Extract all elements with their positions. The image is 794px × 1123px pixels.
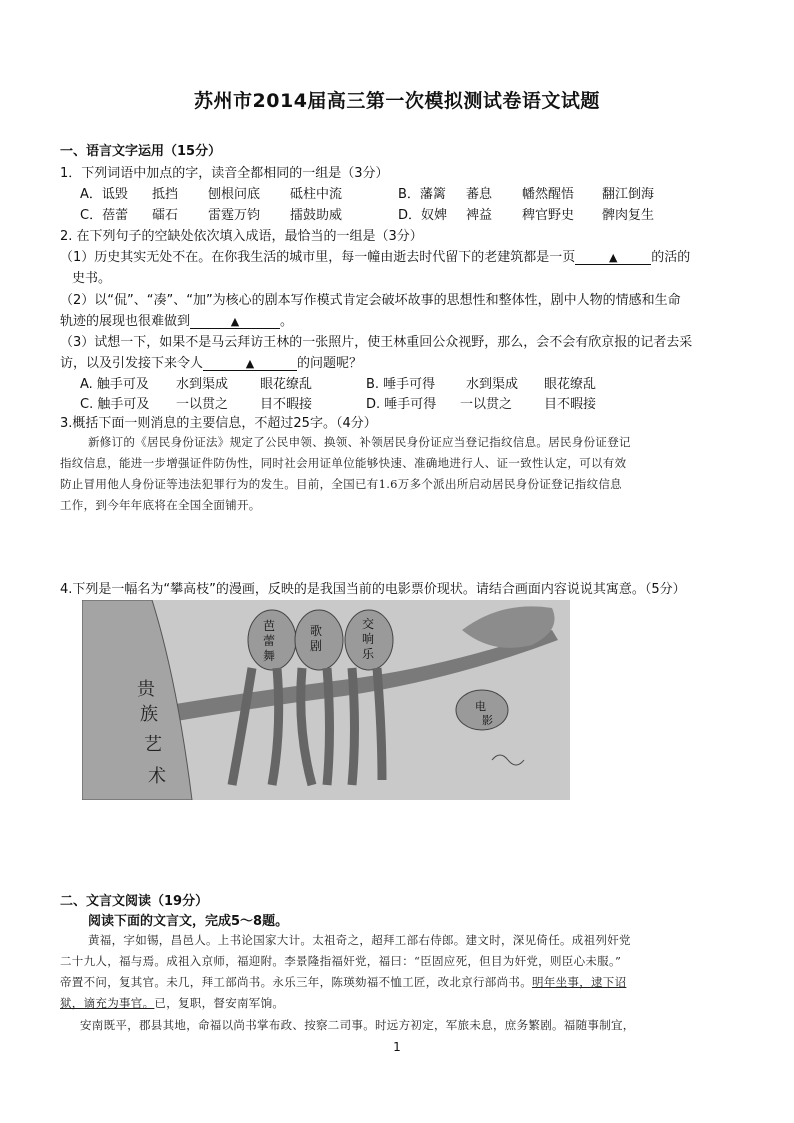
chicken-label-2: 影 [482, 714, 493, 727]
q1-d-4: 髀肉复生 [602, 208, 655, 223]
q3-stem: 3.概括下面一则消息的主要信息，不超过25字。（4分） [60, 416, 377, 431]
q3-news-line-4: 工作，到今年年底将在全国全面铺开。 [60, 498, 261, 512]
q1-b-3: 幡然醒悟 [522, 187, 575, 202]
passage-line-3-text: 帝置不问，复其官。未几，拜工部尚书。永乐三年，陈瑛劾福不恤工匠，改北京行部尚书。 [60, 975, 532, 989]
bird-label-ballet-3: 舞 [263, 649, 276, 663]
q2-c-3: 目不暇接 [260, 397, 313, 412]
q1-c-1: C．蓓蕾 [80, 208, 129, 223]
bird-label-symphony-3: 乐 [362, 647, 375, 661]
passage-line-4-text: 已，复职，督安南军饷。 [154, 996, 285, 1010]
q2-sentence-2: （2）以“侃”、“凑”、“加”为核心的剧本写作模式肯定会破坏故事的思想性和整体性，剧中人物的情感和生命 [60, 293, 681, 308]
bird-label-opera-1: 歌 [310, 624, 323, 638]
passage-underlined-cont: 狱，谪充为事官。 [60, 996, 155, 1010]
q2-sentence-2-cont [60, 310, 293, 329]
blank-marker: ▲ [609, 251, 618, 264]
bird-label-symphony-2: 响 [362, 632, 375, 646]
q2-option-c [80, 393, 312, 412]
q2-a-3: 眼花缭乱 [260, 377, 313, 392]
q3-news-line-3: 防止冒用他人身份证等违法犯罪行为的发生。目前，全国已有1.6万多个派出所启动居民身份证登记指纹信息 [60, 477, 622, 491]
q2-s1-tail: 的活的 [651, 250, 691, 265]
answer-blank [203, 357, 297, 371]
q1-b-2: 蕃息 [466, 187, 493, 202]
q2-s2-text: 轨迹的展现也很难做到 [60, 314, 191, 329]
q1-option-d [398, 204, 654, 223]
section-2-instruction: 阅读下面的文言文，完成5～8题。 [88, 914, 289, 929]
passage-line-2: 二十九人，福与焉。成祖入京师，福迎附。李景隆指福奸党，福曰：“臣固应死，但目为奸党，则臣心未服。” [60, 954, 622, 968]
passage-line-1: 黄福，字如锡，昌邑人。上书论国家大计。太祖奇之，超拜工部右侍郎。建文时，深见倚任。成祖列奸党 [88, 933, 631, 947]
q2-c-2: 一以贯之 [176, 397, 229, 412]
q3-news-line-2: 指纹信息，能进一步增强证件防伪性，同时社会用证单位能够快速、准确地进行人、证一致性认定，可以有效 [60, 456, 627, 470]
cartoon-image [82, 600, 570, 800]
q2-c-1: C. 触手可及 [80, 397, 150, 412]
q1-b-4: 翻江倒海 [602, 187, 655, 202]
q3-news-line-1: 新修订的《居民身份证法》规定了公民申领、换领、补领居民身份证应当登记指纹信息。居民身份证登记 [88, 435, 631, 449]
bird-label-ballet-1: 芭 [263, 619, 276, 633]
q2-a-1: A. 触手可及 [80, 377, 149, 392]
trunk-label-3: 艺 [144, 734, 162, 755]
q2-d-1: D. 唾手可得 [366, 397, 437, 412]
section-2-heading: 二、文言文阅读（19分） [60, 894, 209, 909]
q1-stem: 1．下列词语中加点的字，读音全都相同的一组是（3分） [60, 166, 389, 181]
q1-a-4: 砥柱中流 [290, 187, 343, 202]
answer-blank [575, 251, 651, 265]
q1-option-c [80, 204, 342, 223]
q1-d-3: 稗官野史 [522, 208, 575, 223]
q2-s1-cont: 史书。 [72, 271, 112, 286]
q2-sentence-3: （3）试想一下，如果不是马云拜访王林的一张照片，使王林重回公众视野，那么，会不会有欣京报的记者去采 [60, 335, 693, 350]
q2-option-b [366, 373, 596, 392]
q1-c-2: 礌石 [152, 208, 179, 223]
q1-d-2: 裨益 [466, 208, 493, 223]
q2-s3-text: 访，以及引发接下来令人 [60, 356, 204, 371]
q1-a-3: 刨根问底 [208, 187, 261, 202]
q2-sentence-1 [60, 246, 690, 265]
q2-b-3: 眼花缭乱 [544, 377, 597, 392]
chicken-label-1: 电 [475, 700, 486, 713]
passage-line-4 [60, 995, 284, 1011]
q2-s2-tail: 。 [280, 314, 294, 329]
q1-option-b [398, 183, 654, 202]
q2-a-2: 水到渠成 [176, 377, 229, 392]
q2-option-d [366, 393, 596, 412]
trunk-label-4: 术 [148, 766, 166, 787]
bird-label-symphony-1: 交 [362, 617, 375, 631]
q2-d-3: 目不暇接 [544, 397, 597, 412]
answer-blank [190, 315, 280, 329]
q2-b-2: 水到渠成 [466, 377, 519, 392]
trunk-label-1: 贵 [137, 679, 155, 700]
bird-label-ballet-2: 蕾 [263, 634, 276, 648]
q2-b-1: B. 唾手可得 [366, 377, 436, 392]
q1-a-2: 抵挡 [152, 187, 179, 202]
page-title: 苏州市2014届高三第一次模拟测试卷语文试题 [194, 90, 600, 112]
q1-c-3: 雷霆万钧 [208, 208, 261, 223]
q2-stem: 2. 在下列句子的空缺处依次填入成语，最恰当的一组是（3分） [60, 229, 423, 244]
q1-a-1: A．诋毁 [80, 187, 128, 202]
blank-marker: ▲ [230, 315, 240, 328]
page-number: 1 [393, 1040, 401, 1054]
q2-option-a [80, 373, 312, 392]
passage-line-5: 安南既平，郡县其地，命福以尚书掌布政、按察二司事。时远方初定，军旅未息，庶务繁剧。福随事制宜， [80, 1018, 635, 1032]
q4-stem: 4.下列是一幅名为“攀高枝”的漫画，反映的是我国当前的电影票价现状。请结合画面内容说说其寓意。（5分） [60, 582, 686, 597]
q2-s3-tail: 的问题呢？ [297, 356, 363, 371]
passage-underlined: 明年坐事，逮下诏 [532, 975, 627, 989]
q2-s1-text: （1）历史其实无处不在。在你我生活的城市里，每一幢由逝去时代留下的老建筑都是一页 [60, 250, 576, 265]
bird-label-opera-2: 剧 [310, 639, 323, 653]
passage-line-3 [60, 974, 626, 990]
q2-d-2: 一以贯之 [460, 397, 513, 412]
q1-d-1: D．奴婢 [398, 208, 448, 223]
trunk-label-2: 族 [140, 704, 158, 725]
q2-sentence-3-cont [60, 352, 362, 371]
q1-c-4: 擂鼓助威 [290, 208, 343, 223]
q1-b-1: B．藩篱 [398, 187, 446, 202]
q1-option-a [80, 183, 342, 202]
blank-marker: ▲ [245, 357, 255, 370]
section-1-heading: 一、语言文字运用（15分） [60, 144, 222, 159]
